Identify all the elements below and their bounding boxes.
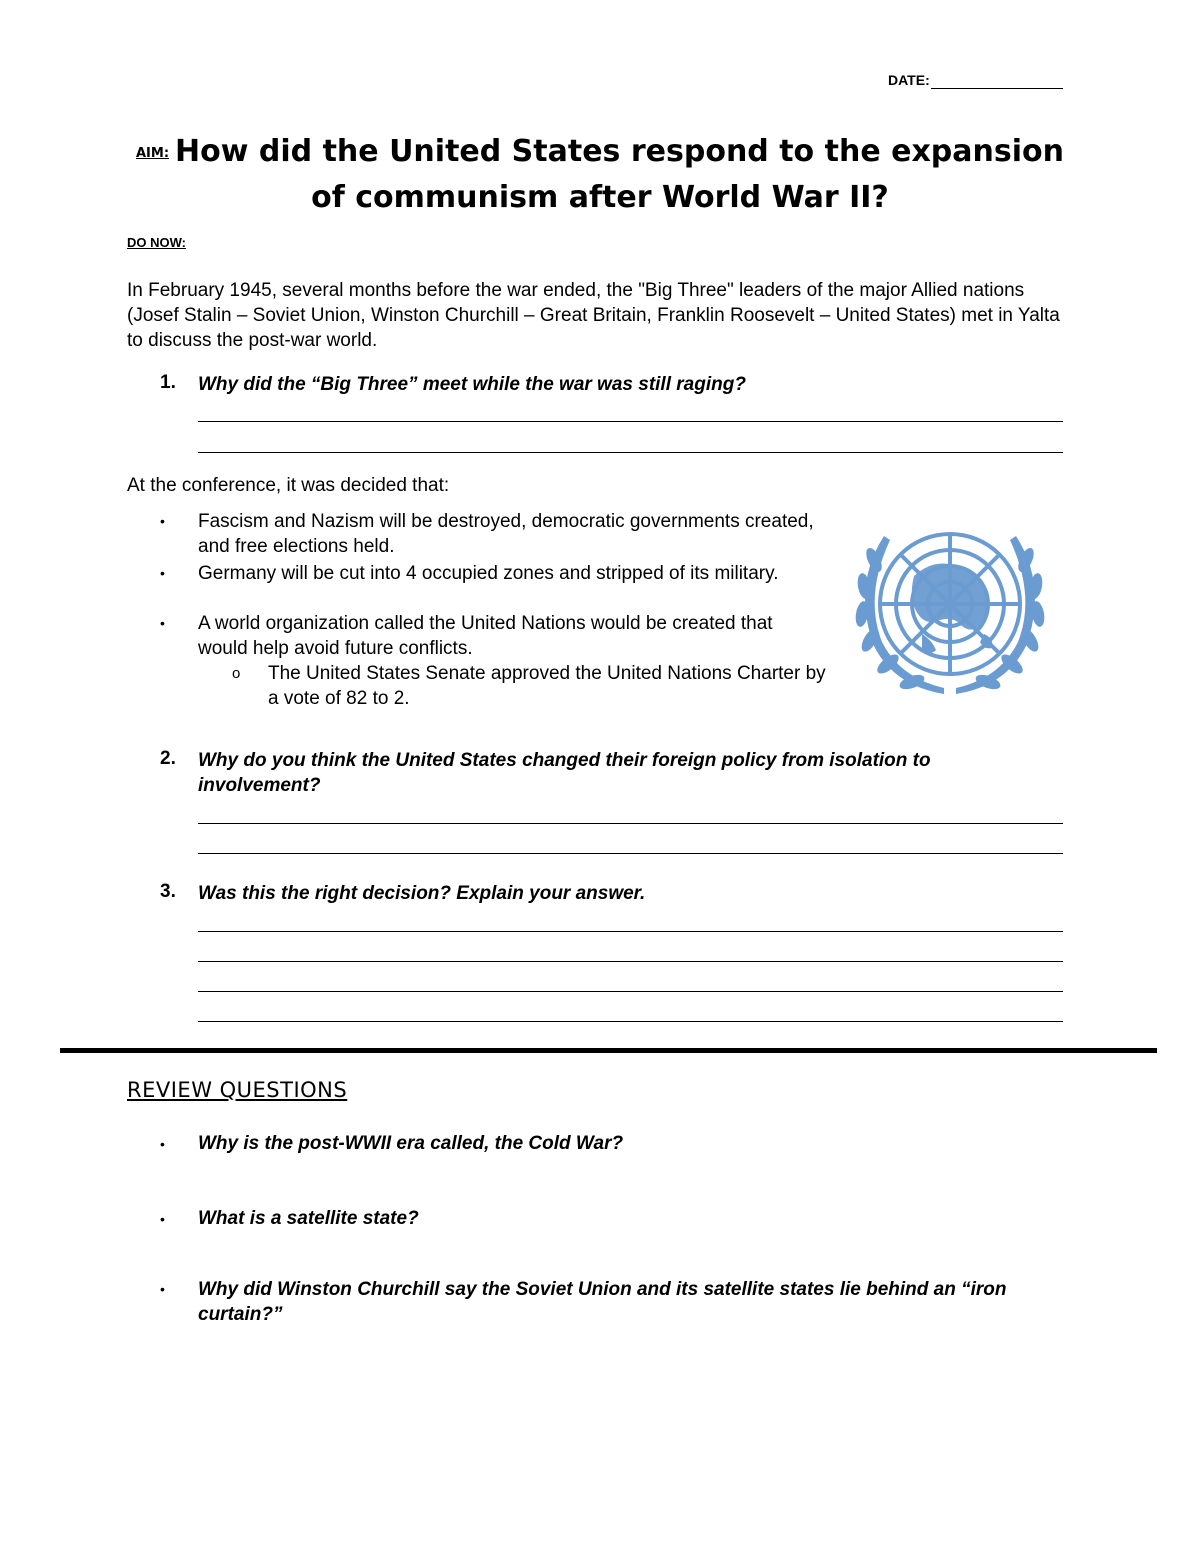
bullet-glyph: • <box>160 1281 165 1297</box>
review-question-3: Why did Winston Churchill say the Soviet Union and its satellite states lie behind an “iron curtain?” <box>198 1279 1007 1325</box>
answer-line[interactable] <box>198 1021 1063 1022</box>
do-now-label: DO NOW: <box>127 235 186 250</box>
title-line-1: How did the United States respond to the expansion <box>175 134 1064 169</box>
bullet-glyph: • <box>160 1136 165 1152</box>
question-2-number: 2. <box>160 748 176 769</box>
review-question-1: Why is the post-WWII era called, the Cold War? <box>198 1133 624 1154</box>
bullet-glyph: • <box>160 513 165 529</box>
section-divider <box>60 1048 1157 1053</box>
answer-line[interactable] <box>198 991 1063 992</box>
conference-bullet-3: A world organization called the United Nations would be created that would help avoid future conflicts. <box>198 613 773 659</box>
title-line-2: of communism after World War II? <box>311 180 889 215</box>
question-2-text: Why do you think the United States changed their foreign policy from isolation to involvement? <box>198 750 931 796</box>
conference-intro: At the conference, it was decided that: <box>127 475 450 496</box>
question-3-number: 3. <box>160 881 176 902</box>
review-heading: REVIEW QUESTIONS <box>127 1078 348 1102</box>
conference-bullet-2: Germany will be cut into 4 occupied zones and stripped of its military. <box>198 563 779 584</box>
conference-bullet-1: Fascism and Nazism will be destroyed, democratic governments created, and free elections held. <box>198 511 814 557</box>
answer-line[interactable] <box>198 452 1063 453</box>
answer-line[interactable] <box>198 931 1063 932</box>
question-1-number: 1. <box>160 372 176 393</box>
answer-line[interactable] <box>198 421 1063 422</box>
review-question-2: What is a satellite state? <box>198 1208 419 1229</box>
question-1-text: Why did the “Big Three” meet while the war was still raging? <box>198 374 746 395</box>
page-title <box>60 130 1140 220</box>
aim-label: AIM: <box>135 146 170 161</box>
question-3-text: Was this the right decision? Explain your answer. <box>198 883 646 904</box>
bullet-glyph: • <box>160 615 165 631</box>
sub-bullet-glyph: o <box>232 665 241 682</box>
bullet-glyph: • <box>160 1211 165 1227</box>
do-now-paragraph: In February 1945, several months before the war ended, the "Big Three" leaders of the major Allied nations (Josef Stalin – Soviet Union, Winston Churchill – Great Britain, Franklin Roosevelt – United States) met in Yalta to discuss the post-war world. <box>127 280 1060 351</box>
bullet-glyph: • <box>160 565 165 581</box>
conference-sub-bullet: The United States Senate approved the United Nations Charter by a vote of 82 to 2. <box>268 663 826 709</box>
answer-line[interactable] <box>198 853 1063 854</box>
answer-line[interactable] <box>198 823 1063 824</box>
answer-line[interactable] <box>198 961 1063 962</box>
date-field[interactable] <box>931 88 1063 89</box>
date-label: DATE: <box>888 72 930 88</box>
united-nations-logo <box>844 516 1056 700</box>
